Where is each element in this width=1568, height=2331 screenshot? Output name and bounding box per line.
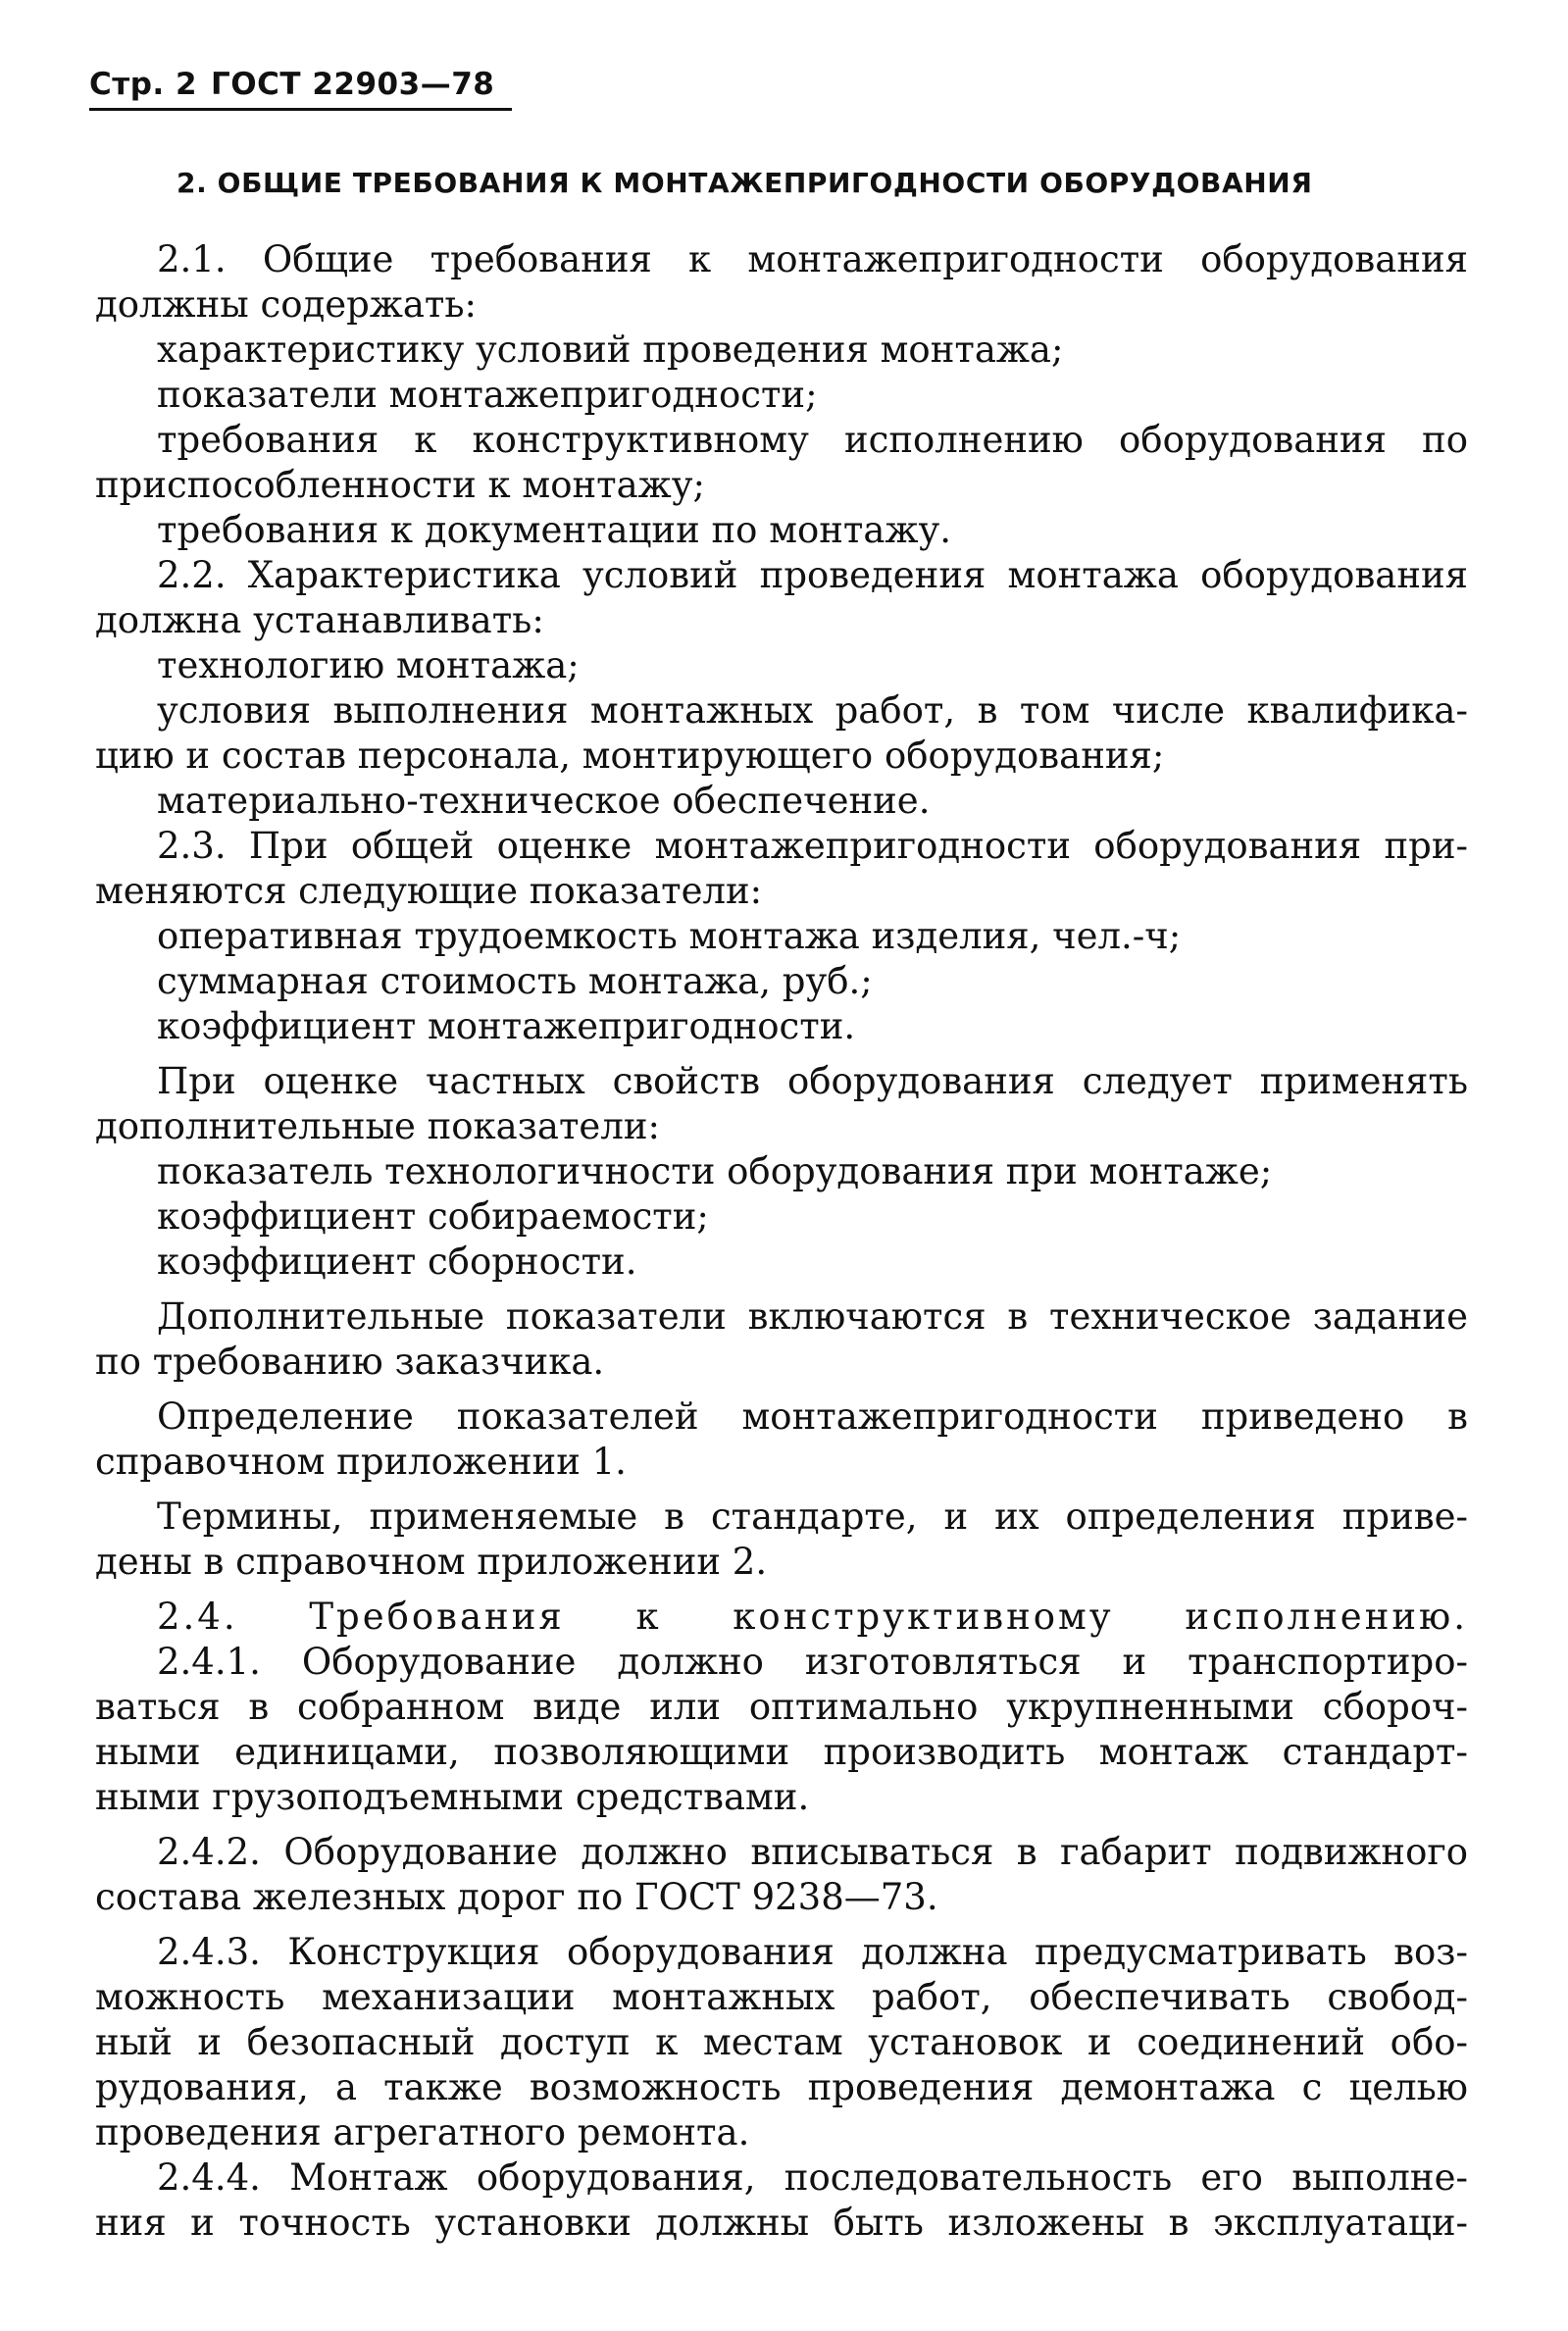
text-line: коэффициент собираемости; [157, 1195, 709, 1238]
text-line: 2.2. Характеристика условий проведения монтажа оборудования [157, 554, 1468, 596]
text-line: по требованию заказчика. [95, 1341, 605, 1383]
section-title: 2. ОБЩИЕ ТРЕБОВАНИЯ К МОНТАЖЕПРИГОДНОСТИ ОБОРУДОВАНИЯ [177, 167, 1313, 199]
text-line: показатель технологичности оборудования при монтаже; [157, 1150, 1273, 1192]
text-line: ваться в собранном виде или оптимально укрупненными сбороч- [95, 1686, 1468, 1728]
text-line: должны содержать: [95, 283, 478, 326]
text-line: должна устанавливать: [95, 599, 544, 641]
text-line: приспособленности к монтажу; [95, 464, 705, 506]
text-line: меняются следующие показатели: [95, 870, 763, 912]
text-line: оперативная трудоемкость монтажа изделия, чел.-ч; [157, 915, 1182, 957]
text-line: состава железных дорог по ГОСТ 9238—73. [95, 1876, 938, 1918]
text-line: ными грузоподъемными средствами. [95, 1776, 810, 1818]
text-line: коэффициент монтажепригодности. [157, 1005, 856, 1047]
text-line: 2.1. Общие требования к монтажепригодности оборудования [157, 238, 1468, 280]
text-line: цию и состав персонала, монтирующего оборудования; [95, 735, 1165, 777]
text-line: рудования, а также возможность проведения демонтажа с целью [95, 2066, 1468, 2108]
text-line: ния и точность установки должны быть изложены в эксплуатаци- [95, 2202, 1468, 2244]
text-line: технологию монтажа; [157, 644, 580, 686]
text-line: 2.4.2. Оборудование должно вписываться в габарит подвижного [157, 1831, 1468, 1873]
text-line: суммарная стоимость монтажа, руб.; [157, 960, 873, 1002]
text-line: проведения агрегатного ремонта. [95, 2111, 750, 2154]
text-line: 2.4.4. Монтаж оборудования, последовательность его выполне- [157, 2156, 1468, 2199]
text-line: условия выполнения монтажных работ, в том числе квалифика- [157, 689, 1468, 732]
standard-code: ГОСТ 22903—78 [211, 67, 495, 102]
text-line: ный и безопасный доступ к местам установок и соединений обо- [95, 2021, 1468, 2063]
text-line: При оценке частных свойств оборудования следует применять [157, 1060, 1468, 1102]
text-line: 2.4.1. Оборудование должно изготовляться и транспортиро- [157, 1641, 1468, 1683]
document-body [95, 237, 1468, 2246]
text-line: дополнительные показатели: [95, 1105, 660, 1147]
text-line: можность механизации монтажных работ, обеспечивать свобод- [95, 1976, 1468, 2018]
text-line: 2.3. При общей оценке монтажепригодности оборудования при- [157, 825, 1468, 867]
page-number-label: Стр. 2 [89, 67, 198, 102]
text-line: 2.4. Требования к конструктивному исполнению. [157, 1596, 1468, 1638]
page-header [89, 67, 494, 102]
text-line: справочном приложении 1. [95, 1441, 627, 1483]
text-line: Дополнительные показатели включаются в техническое задание [157, 1295, 1468, 1338]
text-line: коэффициент сборности. [157, 1241, 637, 1283]
text-line: 2.4.3. Конструкция оборудования должна предусматривать воз- [157, 1931, 1468, 1973]
text-line: Определение показателей монтажепригодности приведено в [157, 1395, 1468, 1438]
text-line: показатели монтажепригодности; [157, 374, 818, 416]
text-line: характеристику условий проведения монтажа; [157, 329, 1064, 371]
text-line: дены в справочном приложении 2. [95, 1541, 768, 1583]
text-line: ными единицами, позволяющими производить монтаж стандарт- [95, 1731, 1468, 1773]
header-rule [89, 108, 512, 111]
text-line: требования к конструктивному исполнению оборудования по [157, 419, 1468, 461]
text-line: материально-техническое обеспечение. [157, 780, 931, 822]
text-line: Термины, применяемые в стандарте, и их определения приве- [157, 1495, 1468, 1538]
text-line: требования к документации по монтажу. [157, 509, 952, 551]
